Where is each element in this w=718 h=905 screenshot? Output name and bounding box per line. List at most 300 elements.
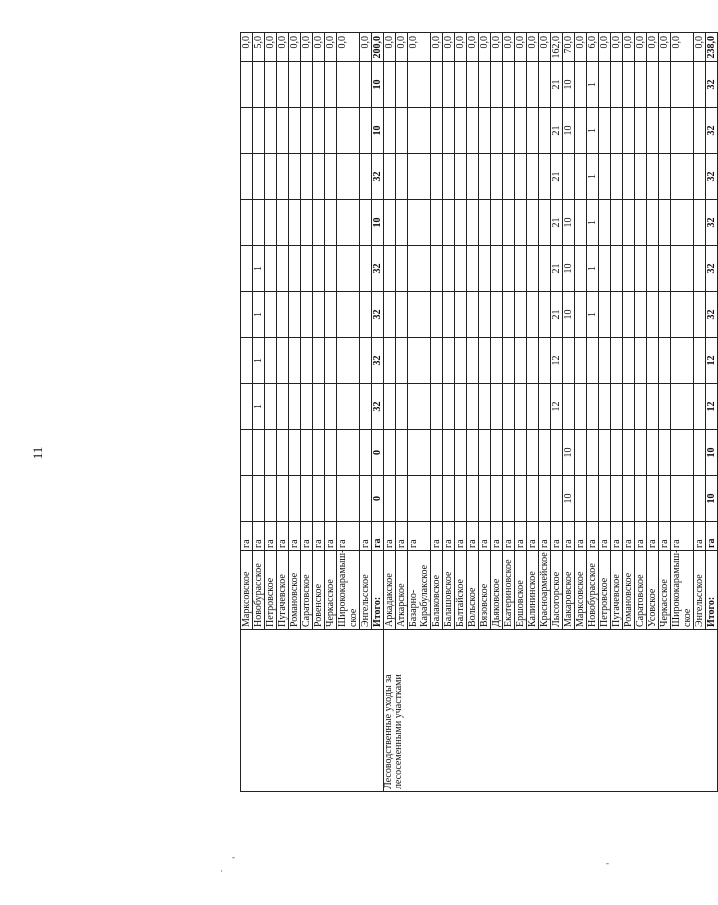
year-value-cell <box>301 476 313 522</box>
year-value-cell: 1 <box>253 338 265 384</box>
forestry-name-cell: Вязовское <box>479 551 491 630</box>
unit-cell: га <box>301 522 313 551</box>
year-value-cell: 1 <box>587 108 599 154</box>
unit-cell: га <box>551 522 563 551</box>
year-value-cell <box>455 62 467 108</box>
year-value-cell <box>479 108 491 154</box>
forest-care-table <box>240 32 718 792</box>
forestry-name-cell: Красноармейское <box>539 551 551 630</box>
year-value-cell <box>539 200 551 246</box>
year-value-cell <box>694 154 706 200</box>
year-value-cell: 1 <box>253 246 265 292</box>
year-value-cell <box>360 62 372 108</box>
year-value-cell <box>467 430 479 476</box>
forestry-name-cell: Романовское <box>623 551 635 630</box>
year-value-cell <box>241 62 253 108</box>
year-value-cell: 21 <box>551 200 563 246</box>
year-value-cell <box>325 430 337 476</box>
year-value-cell <box>611 62 623 108</box>
year-value-cell <box>360 154 372 200</box>
year-value-cell <box>443 246 455 292</box>
year-value-cell <box>575 200 587 246</box>
year-value-cell <box>431 384 443 430</box>
year-value-cell <box>647 384 659 430</box>
year-value-cell <box>408 246 431 292</box>
year-value-cell <box>301 384 313 430</box>
year-value-cell <box>408 200 431 246</box>
year-value-cell <box>431 430 443 476</box>
year-value-cell <box>337 384 360 430</box>
year-value-cell <box>623 338 635 384</box>
row-total-cell: 0,0 <box>623 33 635 62</box>
year-value-cell <box>313 200 325 246</box>
year-value-cell <box>515 430 527 476</box>
forestry-name-cell: Саратовское <box>635 551 647 630</box>
year-value-cell <box>431 154 443 200</box>
year-value-cell <box>659 476 671 522</box>
year-value-cell <box>301 292 313 338</box>
unit-cell: га <box>659 522 671 551</box>
year-value-cell <box>241 476 253 522</box>
row-total-cell: 0,0 <box>515 33 527 62</box>
year-value-cell <box>539 292 551 338</box>
year-value-cell <box>671 200 694 246</box>
year-value-cell <box>503 430 515 476</box>
year-value-cell <box>455 430 467 476</box>
year-value-cell <box>301 154 313 200</box>
year-value-cell <box>337 430 360 476</box>
year-value-cell <box>241 246 253 292</box>
row-total-cell: 0,0 <box>455 33 467 62</box>
year-value-cell <box>527 384 539 430</box>
year-value-cell <box>599 154 611 200</box>
year-value-cell <box>325 62 337 108</box>
year-value-cell <box>277 200 289 246</box>
year-value-cell <box>479 476 491 522</box>
year-value-cell: 10 <box>563 62 575 108</box>
year-value-cell: 32 <box>372 154 384 200</box>
forestry-name-cell: Балаковское <box>431 551 443 630</box>
year-value-cell <box>396 246 408 292</box>
year-value-cell <box>575 108 587 154</box>
year-value-cell <box>623 200 635 246</box>
year-value-cell <box>575 62 587 108</box>
year-value-cell <box>623 292 635 338</box>
forestry-name-cell: Новобурасское <box>587 551 599 630</box>
year-value-cell <box>671 154 694 200</box>
row-total-cell: 0,0 <box>503 33 515 62</box>
year-value-cell <box>671 246 694 292</box>
year-value-cell: 10 <box>372 62 384 108</box>
year-value-cell <box>515 476 527 522</box>
year-value-cell <box>360 200 372 246</box>
year-value-cell <box>479 384 491 430</box>
year-value-cell <box>599 384 611 430</box>
year-value-cell <box>563 384 575 430</box>
unit-cell: га <box>671 522 694 551</box>
unit-cell: га <box>563 522 575 551</box>
row-total-cell: 0,0 <box>694 33 706 62</box>
year-value-cell <box>408 476 431 522</box>
forestry-name-cell: Екатериновское <box>503 551 515 630</box>
year-value-cell <box>325 108 337 154</box>
year-value-cell <box>301 62 313 108</box>
year-value-cell <box>479 62 491 108</box>
year-value-cell <box>479 338 491 384</box>
row-total-cell: 0,0 <box>635 33 647 62</box>
year-value-cell <box>277 292 289 338</box>
year-value-cell: 10 <box>563 108 575 154</box>
row-total-cell: 0,0 <box>467 33 479 62</box>
year-value-cell: 21 <box>551 108 563 154</box>
year-value-cell <box>479 200 491 246</box>
year-value-cell <box>443 200 455 246</box>
year-value-cell: 12 <box>551 338 563 384</box>
year-value-cell <box>587 338 599 384</box>
year-value-cell <box>396 200 408 246</box>
year-value-cell <box>659 384 671 430</box>
year-value-cell <box>277 476 289 522</box>
year-value-cell <box>599 430 611 476</box>
year-value-cell <box>253 62 265 108</box>
year-value-cell <box>515 154 527 200</box>
year-value-cell <box>635 62 647 108</box>
year-value-cell <box>623 384 635 430</box>
unit-cell: га <box>431 522 443 551</box>
year-value-cell <box>289 108 301 154</box>
year-value-cell <box>623 108 635 154</box>
forestry-name-cell: Новобурасское <box>253 551 265 630</box>
year-value-cell: 10 <box>372 200 384 246</box>
unit-cell: га <box>372 522 384 551</box>
year-value-cell <box>551 476 563 522</box>
year-value-cell <box>623 430 635 476</box>
year-value-cell <box>289 200 301 246</box>
year-value-cell <box>408 108 431 154</box>
row-total-cell: 5,0 <box>253 33 265 62</box>
year-value-cell <box>467 200 479 246</box>
year-value-cell: 10 <box>563 292 575 338</box>
year-value-cell <box>325 292 337 338</box>
year-value-cell: 0 <box>372 476 384 522</box>
year-value-cell <box>503 476 515 522</box>
year-value-cell <box>659 430 671 476</box>
unit-cell: га <box>527 522 539 551</box>
year-value-cell: 32 <box>706 246 718 292</box>
scan-mark: - <box>232 852 235 862</box>
unit-cell: га <box>706 522 718 551</box>
year-value-cell <box>479 246 491 292</box>
year-value-cell <box>455 338 467 384</box>
year-value-cell <box>396 62 408 108</box>
year-value-cell <box>611 246 623 292</box>
year-value-cell <box>289 154 301 200</box>
year-value-cell <box>384 292 396 338</box>
unit-cell: га <box>443 522 455 551</box>
unit-cell: га <box>539 522 551 551</box>
row-total-cell: 0,0 <box>337 33 360 62</box>
year-value-cell <box>647 200 659 246</box>
unit-cell: га <box>575 522 587 551</box>
forestry-name-cell: Пугачевское <box>611 551 623 630</box>
year-value-cell <box>384 246 396 292</box>
forestry-name-cell: Петровское <box>599 551 611 630</box>
forestry-name-cell: Итого: <box>372 551 384 630</box>
row-total-cell: 238,0 <box>706 33 718 62</box>
year-value-cell <box>551 430 563 476</box>
year-value-cell <box>325 200 337 246</box>
year-value-cell <box>491 292 503 338</box>
year-value-cell: 32 <box>706 200 718 246</box>
year-value-cell <box>301 430 313 476</box>
year-value-cell <box>241 292 253 338</box>
year-value-cell <box>265 62 277 108</box>
unit-cell: га <box>599 522 611 551</box>
year-value-cell: 1 <box>587 200 599 246</box>
year-value-cell <box>647 62 659 108</box>
year-value-cell <box>360 292 372 338</box>
year-value-cell <box>265 108 277 154</box>
year-value-cell: 10 <box>563 200 575 246</box>
unit-cell: га <box>265 522 277 551</box>
year-value-cell: 21 <box>551 62 563 108</box>
unit-cell: га <box>396 522 408 551</box>
forestry-name-cell: Марксовское <box>575 551 587 630</box>
year-value-cell: 10 <box>563 246 575 292</box>
year-value-cell <box>611 292 623 338</box>
year-value-cell: 32 <box>372 292 384 338</box>
year-value-cell <box>503 62 515 108</box>
page-number: 11 <box>30 446 45 460</box>
year-value-cell <box>527 62 539 108</box>
year-value-cell <box>277 430 289 476</box>
year-value-cell <box>337 108 360 154</box>
year-value-cell <box>539 62 551 108</box>
year-value-cell: 1 <box>253 384 265 430</box>
year-value-cell <box>360 430 372 476</box>
scan-mark: · <box>220 866 223 876</box>
year-value-cell <box>253 430 265 476</box>
forestry-name-cell: Итого: <box>706 551 718 630</box>
year-value-cell <box>659 246 671 292</box>
forestry-name-cell: Ширококарамыш-ское <box>337 551 360 630</box>
row-total-cell: 200,0 <box>372 33 384 62</box>
year-value-cell <box>455 292 467 338</box>
year-value-cell <box>647 292 659 338</box>
year-value-cell <box>671 338 694 384</box>
year-value-cell <box>503 246 515 292</box>
year-value-cell <box>623 476 635 522</box>
row-total-cell: 0,0 <box>301 33 313 62</box>
year-value-cell <box>503 108 515 154</box>
year-value-cell <box>635 292 647 338</box>
year-value-cell <box>587 384 599 430</box>
year-value-cell <box>396 430 408 476</box>
year-value-cell <box>301 108 313 154</box>
year-value-cell <box>539 338 551 384</box>
forestry-name-cell: Балтайское <box>455 551 467 630</box>
year-value-cell <box>241 338 253 384</box>
row-total-cell: 0,0 <box>313 33 325 62</box>
year-value-cell <box>694 476 706 522</box>
forestry-name-cell: Вольское <box>467 551 479 630</box>
year-value-cell <box>539 476 551 522</box>
year-value-cell <box>443 108 455 154</box>
forestry-name-cell: Калининское <box>527 551 539 630</box>
year-value-cell <box>647 108 659 154</box>
year-value-cell <box>443 476 455 522</box>
row-total-cell: 70,0 <box>563 33 575 62</box>
forestry-name-cell: Энгельсское <box>360 551 372 630</box>
year-value-cell <box>671 384 694 430</box>
year-value-cell <box>253 108 265 154</box>
year-value-cell: 12 <box>706 338 718 384</box>
year-value-cell: 10 <box>706 430 718 476</box>
year-value-cell <box>431 338 443 384</box>
year-value-cell <box>396 338 408 384</box>
year-value-cell <box>431 246 443 292</box>
year-value-cell <box>467 108 479 154</box>
row-total-cell: 0,0 <box>277 33 289 62</box>
unit-cell: га <box>360 522 372 551</box>
year-value-cell <box>694 108 706 154</box>
year-value-cell <box>694 430 706 476</box>
year-value-cell <box>277 246 289 292</box>
unit-cell: га <box>337 522 360 551</box>
year-value-cell <box>396 292 408 338</box>
year-value-cell <box>647 338 659 384</box>
year-value-cell <box>408 338 431 384</box>
unit-cell: га <box>635 522 647 551</box>
row-total-cell: 0,0 <box>491 33 503 62</box>
year-value-cell <box>515 292 527 338</box>
year-value-cell <box>443 154 455 200</box>
forestry-name-cell: Усовское <box>647 551 659 630</box>
year-value-cell <box>527 154 539 200</box>
forestry-name-cell: Ширококарамыш-ское <box>671 551 694 630</box>
forestry-name-cell: Ровенское <box>313 551 325 630</box>
year-value-cell <box>575 476 587 522</box>
year-value-cell <box>671 292 694 338</box>
year-value-cell: 32 <box>706 108 718 154</box>
year-value-cell <box>491 246 503 292</box>
year-value-cell <box>539 246 551 292</box>
year-value-cell <box>611 476 623 522</box>
year-value-cell <box>384 200 396 246</box>
year-value-cell <box>623 154 635 200</box>
row-total-cell: 0,0 <box>443 33 455 62</box>
year-value-cell <box>671 430 694 476</box>
year-value-cell <box>241 108 253 154</box>
year-value-cell <box>647 430 659 476</box>
year-value-cell <box>313 338 325 384</box>
table-row <box>384 33 396 792</box>
row-total-cell: 0,0 <box>265 33 277 62</box>
row-total-cell: 0,0 <box>479 33 491 62</box>
unit-cell: га <box>241 522 253 551</box>
forestry-name-cell: Черкасское <box>659 551 671 630</box>
row-total-cell: 0,0 <box>527 33 539 62</box>
year-value-cell <box>527 476 539 522</box>
year-value-cell <box>241 430 253 476</box>
year-value-cell <box>431 200 443 246</box>
year-value-cell <box>694 62 706 108</box>
year-value-cell <box>289 292 301 338</box>
year-value-cell <box>467 384 479 430</box>
row-total-cell: 0,0 <box>241 33 253 62</box>
year-value-cell: 10 <box>372 108 384 154</box>
year-value-cell <box>455 384 467 430</box>
year-value-cell <box>587 430 599 476</box>
year-value-cell <box>265 246 277 292</box>
row-total-cell: 0,0 <box>325 33 337 62</box>
year-value-cell: 1 <box>253 292 265 338</box>
year-value-cell <box>325 246 337 292</box>
year-value-cell <box>408 62 431 108</box>
year-value-cell <box>384 154 396 200</box>
year-value-cell <box>491 338 503 384</box>
year-value-cell <box>575 292 587 338</box>
year-value-cell <box>467 62 479 108</box>
forestry-name-cell: Аткарское <box>396 551 408 630</box>
year-value-cell <box>325 338 337 384</box>
year-value-cell <box>360 476 372 522</box>
year-value-cell: 21 <box>551 292 563 338</box>
year-value-cell <box>265 292 277 338</box>
unit-cell: га <box>289 522 301 551</box>
unit-cell: га <box>587 522 599 551</box>
year-value-cell <box>491 384 503 430</box>
year-value-cell <box>491 154 503 200</box>
year-value-cell <box>503 154 515 200</box>
year-value-cell <box>491 108 503 154</box>
row-total-cell: 0,0 <box>396 33 408 62</box>
unit-cell: га <box>313 522 325 551</box>
year-value-cell <box>575 338 587 384</box>
year-value-cell <box>503 384 515 430</box>
year-value-cell <box>337 338 360 384</box>
unit-cell: га <box>503 522 515 551</box>
year-value-cell <box>396 154 408 200</box>
year-value-cell <box>659 62 671 108</box>
year-value-cell <box>313 384 325 430</box>
unit-cell: га <box>467 522 479 551</box>
year-value-cell <box>539 430 551 476</box>
year-value-cell <box>443 384 455 430</box>
year-value-cell <box>289 384 301 430</box>
year-value-cell: 1 <box>587 246 599 292</box>
year-value-cell <box>277 108 289 154</box>
year-value-cell <box>623 62 635 108</box>
year-value-cell <box>599 246 611 292</box>
row-total-cell: 0,0 <box>408 33 431 62</box>
year-value-cell <box>539 108 551 154</box>
year-value-cell <box>575 154 587 200</box>
year-value-cell <box>253 476 265 522</box>
year-value-cell <box>599 292 611 338</box>
unit-cell: га <box>384 522 396 551</box>
year-value-cell <box>491 62 503 108</box>
year-value-cell <box>635 338 647 384</box>
year-value-cell <box>623 246 635 292</box>
year-value-cell <box>443 430 455 476</box>
year-value-cell <box>527 108 539 154</box>
year-value-cell <box>467 338 479 384</box>
year-value-cell <box>599 108 611 154</box>
forestry-name-cell: Энгельсское <box>694 551 706 630</box>
year-value-cell <box>694 292 706 338</box>
unit-cell: га <box>611 522 623 551</box>
